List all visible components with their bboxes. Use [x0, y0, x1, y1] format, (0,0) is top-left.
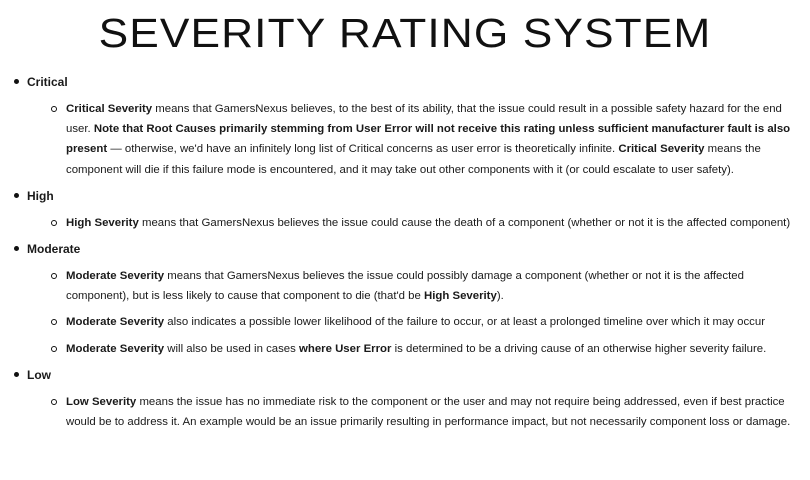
severity-description-list [27, 392, 809, 438]
bullet-icon [14, 372, 19, 377]
bullet-icon [14, 246, 19, 251]
severity-level-critical [14, 72, 809, 186]
circle-bullet-icon [51, 106, 57, 112]
body-text: means that GamersNexus believes, to the best of its ability, that the issue could result in a possible safety hazard for the end user. [66, 103, 782, 136]
severity-level-moderate [14, 239, 809, 365]
page-title: SEVERITY RATING SYSTEM [98, 10, 712, 56]
bullet-icon [14, 79, 19, 84]
severity-description [27, 392, 809, 432]
severity-description-list [27, 99, 809, 186]
severity-description [27, 213, 809, 233]
bold-text: Moderate Severity [66, 316, 165, 329]
body-text: ). [496, 290, 504, 303]
bullet-icon [14, 193, 19, 198]
severity-description-list [27, 266, 809, 365]
circle-bullet-icon [51, 220, 57, 226]
severity-description [27, 266, 809, 306]
circle-bullet-icon [51, 399, 57, 405]
severity-description [27, 312, 809, 332]
body-text: means that GamersNexus believes the issue could cause the death of a component (whether or not it is the affected component) [138, 216, 791, 229]
bold-text: where User Error [299, 342, 392, 355]
bold-text: Moderate Severity [66, 270, 165, 283]
severity-level-high [14, 186, 809, 239]
bold-text: High Severity [66, 216, 139, 229]
severity-description [27, 99, 809, 180]
body-text: means the issue has no immediate risk to the component or the user and may not require being addressed, even if best practice would be to address it. An example would be an issue primarily resulting in performance impact, but not necessarily component loss or damage. [66, 395, 791, 429]
severity-description [27, 339, 809, 359]
bold-text: Critical Severity [618, 143, 705, 156]
bold-text: Critical Severity [66, 103, 153, 115]
severity-heading: Critical [27, 75, 68, 89]
body-text: means that GamersNexus believes the issue could possibly damage a component (whether or not it is the affected component), but is less likely to cause that component to die (that'd be [66, 270, 744, 303]
severity-heading: High [27, 188, 54, 203]
severity-description-list [27, 213, 809, 239]
severity-heading: Low [27, 367, 51, 382]
severity-heading: Moderate [27, 242, 81, 257]
bold-text: High Severity [424, 290, 497, 303]
body-text: is determined to be a driving cause of an otherwise higher severity failure. [391, 342, 767, 355]
body-text: also indicates a possible lower likelihood of the failure to occur, or at least a prolonged timeline over which it may occur [164, 316, 765, 329]
body-text: means the component will die if this failure mode is encountered, and it may take out other components with it (or could escalate to user safety). [66, 143, 761, 176]
severity-level-low [14, 365, 809, 438]
severity-list [14, 72, 809, 438]
circle-bullet-icon [51, 319, 57, 325]
body-text: — otherwise, we'd have an infinitely long list of Critical concerns as user error is theoretically infinite. [107, 143, 619, 156]
bold-text: Note that Root Causes primarily stemming from User Error will not receive this rating unless sufficient manufacturer fault is also present [66, 123, 791, 156]
circle-bullet-icon [51, 273, 57, 279]
circle-bullet-icon [51, 346, 57, 352]
bold-text: Moderate Severity [66, 342, 165, 355]
bold-text: Low Severity [66, 395, 137, 408]
body-text: will also be used in cases [164, 342, 299, 355]
